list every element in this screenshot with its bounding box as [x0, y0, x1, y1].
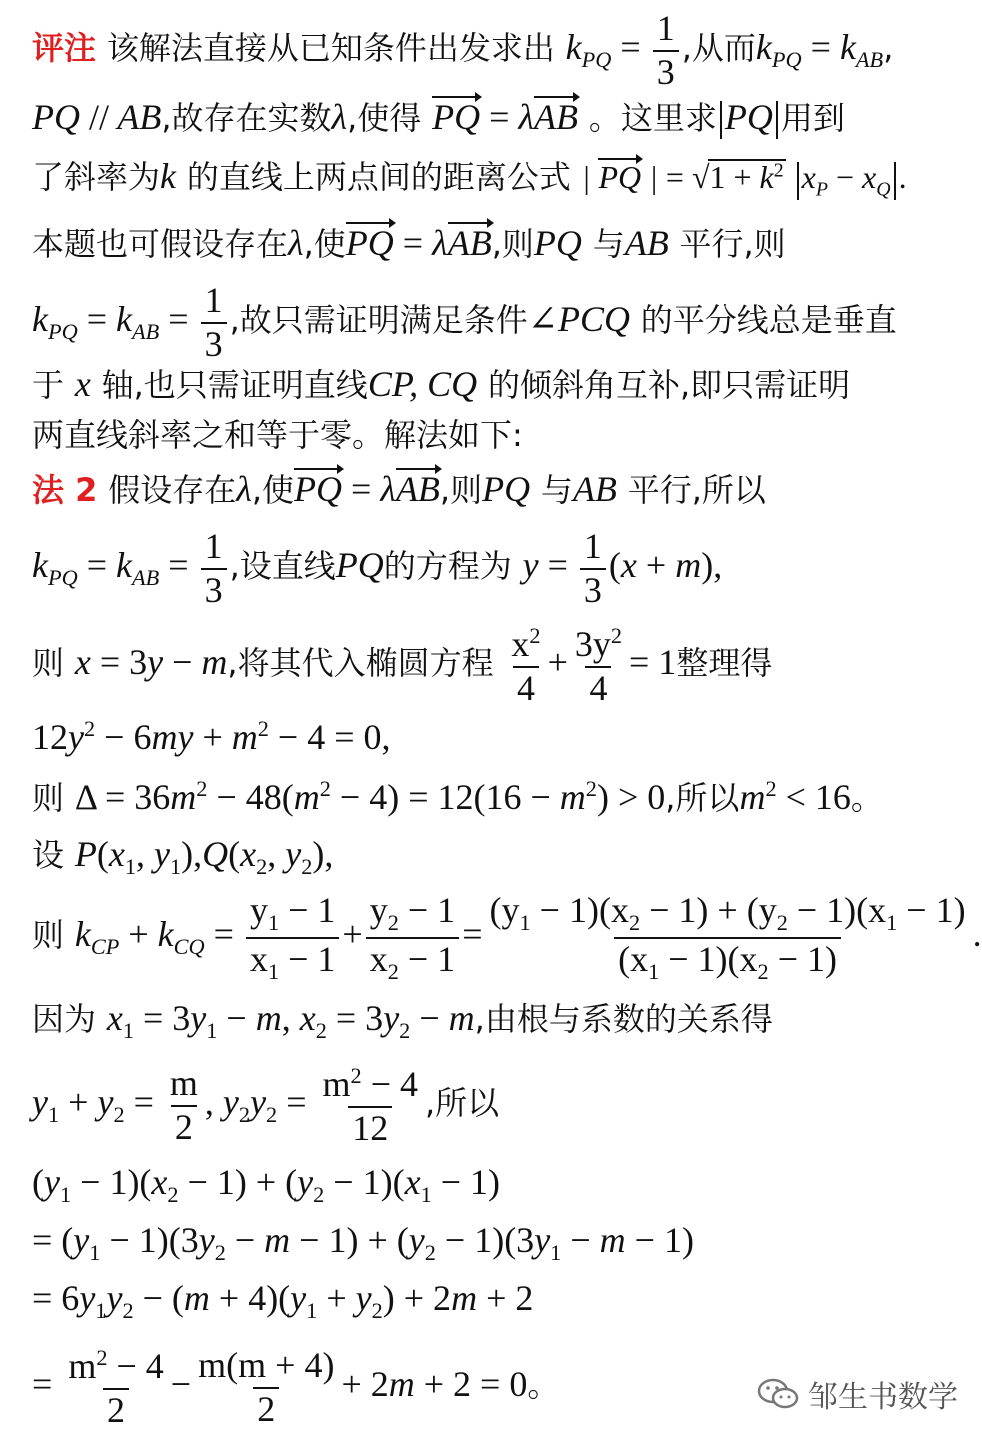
- line-20: = $\frac{m^2 - 4}{2}$ − $\frac{m(m + 4)}{2}$ + 2m + 2 = 0。: [32, 1345, 560, 1430]
- remark-label: 评注: [32, 29, 97, 68]
- text-span: ,所以: [665, 779, 740, 817]
- watermark: [756, 1372, 958, 1416]
- text-span: 则: [32, 915, 65, 954]
- text-span: ,所以: [425, 1084, 500, 1123]
- line-14: 则 $k_{CP} + k_{CQ}$ = $\frac{y_1 - 1}{x_1 - 1}$ + $\frac{y_2 - 1}{x_2 - 1}$ = $\frac{(y_1 - 1)(x_2 - 1) + (y_2 - 1)(x_1 - 1)}{(x_1 - 1)(x_2 - 1)}$ .: [32, 890, 982, 984]
- text-span: ,则: [491, 225, 534, 263]
- text-span: 与: [540, 471, 573, 509]
- text-span: ,设直线: [229, 547, 336, 586]
- line-8: 法 2 假设存在λ,使PQ = λAB,则PQ 与AB 平行,所以: [32, 469, 766, 509]
- text-span: 与: [592, 225, 625, 263]
- text-span: ,故只需证明满足条件: [229, 301, 528, 340]
- line-11: $12y^2 - 6my + m^2 - 4 = 0$,: [32, 716, 391, 757]
- text-span: 两直线斜率之和等于零。解法如下:: [32, 416, 523, 454]
- text-span: ,故存在实数: [161, 99, 332, 137]
- text-span: 则: [32, 644, 65, 683]
- text-span: 设: [32, 836, 65, 874]
- text-span: 的直线上两点间的距离公式: [186, 158, 571, 196]
- watermark-text: 邹生书数学: [808, 1380, 958, 1415]
- wechat-icon: [756, 1376, 800, 1412]
- text-span: ,由根与系数的关系得: [474, 1000, 773, 1038]
- text-span: 整理得: [676, 644, 773, 683]
- text-span: ,将其代入椭圆方程: [227, 644, 494, 683]
- line-17: $(y_1 - 1)(x_2 - 1) + (y_2 - 1)(x_1 - 1)$: [32, 1162, 501, 1208]
- text-span: 轴,也只需证明直线: [101, 366, 368, 404]
- text-span: 用到: [780, 99, 845, 137]
- text-span: 本题也可假设存在: [32, 225, 289, 263]
- text-span: 的倾斜角互补,即只需证明: [488, 366, 851, 404]
- line-18: = $(y_1 - 1)(3y_2 - m - 1) + (y_2 - 1)(3y_1 - m - 1)$: [32, 1220, 694, 1266]
- line-5: $k_{PQ} = k_{AB}$ = $\frac{1}{3}$ ,故只需证明满足条件∠PCQ 的平分线总是垂直: [32, 280, 897, 364]
- text-span: ,使: [303, 225, 346, 263]
- text-span: 则: [32, 779, 65, 817]
- line-19: = $6y_1y_2 - (m + 4)(y_1 + y_2) + 2m + 2$: [32, 1278, 534, 1324]
- text-span: 该解法直接从已知条件出发求出: [106, 29, 555, 68]
- text-span: ,使: [251, 471, 295, 509]
- line-6: 于 x 轴,也只需证明直线CP, CQ 的倾斜角互补,即只需证明: [32, 364, 851, 404]
- text-span: 假设存在: [108, 471, 237, 509]
- line-1: 评注 该解法直接从已知条件出发求出 $k_{PQ}$ = $\frac{1}{3}$ ,从而$k_{PQ} = k_{AB}$,: [32, 8, 894, 92]
- line-7: [32, 418, 523, 452]
- text-span: ,则: [439, 471, 483, 509]
- line-16: $y_1 + y_2$ = $\frac{m}{2}$ , $y_2y_2$ = $\frac{m^2 - 4}{12}$ ,所以: [32, 1063, 500, 1148]
- line-13: 设 $P(x_1$, $y_1),Q(x_2$, $y_2$),: [32, 834, 334, 880]
- text-span: 。这里求: [588, 99, 717, 137]
- line-3: 了斜率为k 的直线上两点间的距离公式 | PQ | = $√1 + k^2$ $x_P - x_Q$ .: [32, 156, 907, 201]
- method2-label: 法 2: [32, 471, 98, 509]
- line-12: 则 $\Delta = 36m^2 - 48(m^2 - 4) = 12(16 - m^2) > 0$,所以$m^2 < 16$。: [32, 776, 883, 817]
- line-10: 则 x = 3y − m,将其代入椭圆方程 $\frac{x^2}{4}$ + $\frac{3y^2}{4}$ = 1整理得: [32, 623, 773, 708]
- text-span: 于: [32, 366, 65, 404]
- text-span: 的平分线总是垂直: [640, 301, 897, 340]
- line-4: 本题也可假设存在λ,使PQ = λAB,则PQ 与AB 平行,则: [32, 223, 786, 263]
- text-span: 的方程为: [383, 547, 512, 586]
- text-span: 平行,则: [679, 225, 786, 263]
- text-span: ,从而: [681, 29, 756, 68]
- line-9: $k_{PQ} = k_{AB}$ = $\frac{1}{3}$ ,设直线PQ的方程为 y = $\frac{1}{3}$ (x + m),: [32, 526, 723, 610]
- text-span: 平行,所以: [627, 471, 766, 509]
- line-15: 因为 $x_1 = 3y_1 - m$, $x_2 = 3y_2 - m$,由根与系数的关系得: [32, 998, 773, 1044]
- text-span: 因为: [32, 1000, 97, 1038]
- text-span: 了斜率为: [32, 158, 161, 196]
- text-span: ,使得: [347, 99, 422, 137]
- line-2: PQ // AB,故存在实数λ,使得 PQ = λAB 。这里求 PQ 用到: [32, 97, 845, 137]
